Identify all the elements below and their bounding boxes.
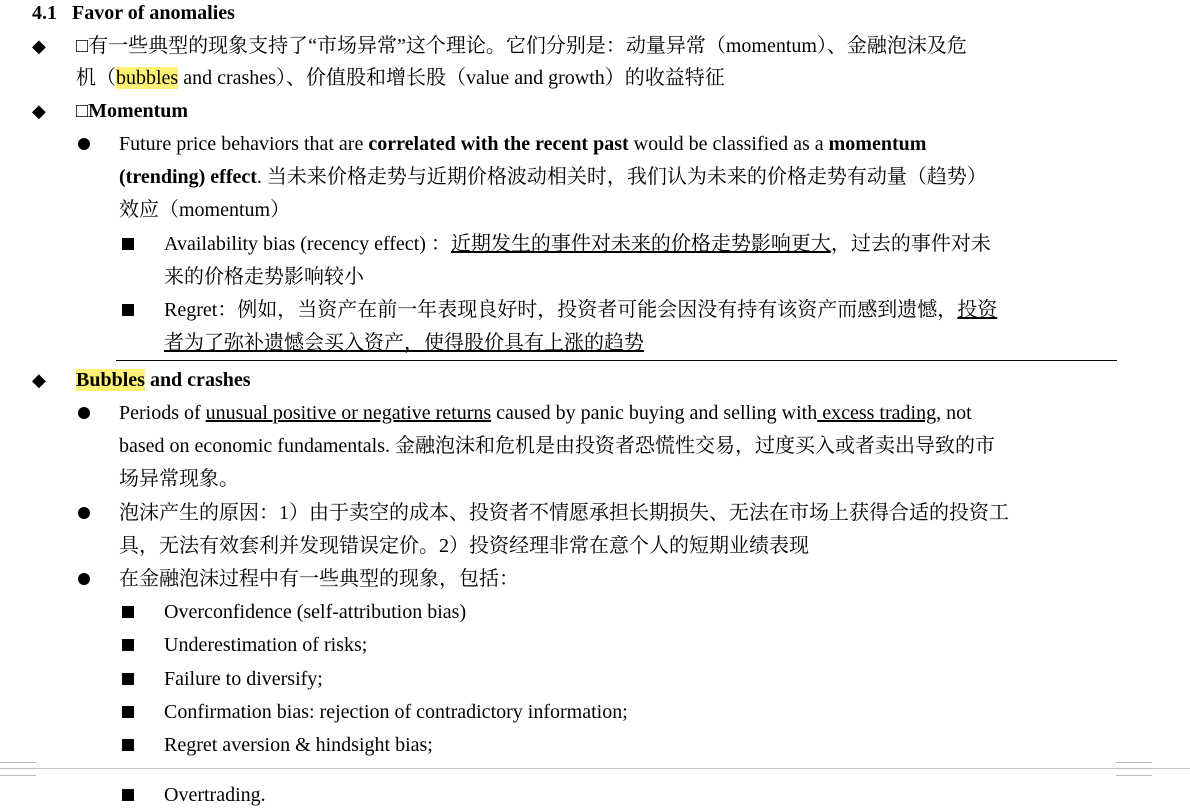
round-bullet-icon — [78, 573, 90, 585]
list-item: Overtrading. — [164, 784, 266, 806]
diamond-bullet-icon: ◆ — [32, 101, 46, 121]
page-break-left-marker — [0, 762, 36, 776]
bubbles-item2-line2: 具，无法有效套利并发现错误定价。2）投资经理非常在意个人的短期业绩表现 — [119, 535, 809, 557]
regret-line2: 者为了弥补遗憾会买入资产，使得股价具有上涨的趋势 — [164, 332, 644, 354]
round-bullet-icon — [78, 138, 90, 150]
highlight-bubbles-title: Bubbles — [76, 369, 145, 391]
bubbles-title: Bubbles and crashes — [76, 369, 251, 391]
round-bullet-icon — [78, 507, 90, 519]
square-bullet-icon — [122, 789, 134, 801]
bubbles-item2-line1: 泡沫产生的原因：1）由于卖空的成本、投资者不情愿承担长期损失、无法在市场上获得合适的投资工 — [119, 502, 1009, 524]
diamond-bullet-icon: ◆ — [32, 36, 46, 56]
list-item: Regret aversion & hindsight bias; — [164, 734, 433, 756]
bubbles-item1-line1: Periods of unusual positive or negative returns caused by panic buying and selling with excess trading, not — [119, 402, 972, 424]
square-bullet-icon — [122, 706, 134, 718]
highlight-bubbles: bubbles — [116, 67, 179, 89]
square-bullet-icon — [122, 673, 134, 685]
section-title: Favor of anomalies — [72, 2, 235, 24]
section-heading — [32, 1, 235, 25]
momentum-item1-line3: 效应（momentum） — [119, 199, 291, 221]
round-bullet-icon — [78, 407, 90, 419]
list-item: Confirmation bias: rejection of contradictory information; — [164, 701, 628, 723]
availability-bias-line1: Availability bias (recency effect) ：近期发生的事件对未来的价格走势影响更大，过去的事件对未 — [164, 233, 991, 255]
list-item: Underestimation of risks; — [164, 634, 368, 656]
square-bullet-icon — [122, 238, 134, 250]
page-break-line — [0, 768, 1190, 769]
list-item: Failure to diversify; — [164, 668, 323, 690]
section-number: 4.1 — [32, 2, 57, 24]
square-bullet-icon — [122, 304, 134, 316]
availability-bias-line2: 来的价格走势影响较小 — [164, 266, 364, 288]
bubbles-item1-line3: 场异常现象。 — [119, 468, 239, 490]
square-bullet-icon — [122, 606, 134, 618]
list-item: Overconfidence (self-attribution bias) — [164, 601, 467, 623]
paragraph-anomalies-line2: 机（bubbles and crashes）、价值股和增长股（value and growth）的收益特征 — [76, 67, 725, 89]
bubbles-item3-line1: 在金融泡沫过程中有一些典型的现象，包括： — [119, 568, 519, 590]
square-bullet-icon — [122, 639, 134, 651]
page-break-right-marker — [1116, 762, 1152, 776]
diamond-bullet-icon: ◆ — [32, 370, 46, 390]
paragraph-anomalies-line1: □有一些典型的现象支持了“市场异常”这个理论。它们分别是：动量异常（momentum）、金融泡沫及危 — [76, 35, 967, 57]
momentum-item1-line2: (trending) effect. 当未来价格走势与近期价格波动相关时，我们认为未来的价格走势有动量（趋势） — [119, 166, 987, 188]
square-bullet-icon — [122, 739, 134, 751]
momentum-item1-line1: Future price behaviors that are correlated with the recent past would be classified as a momentum — [119, 133, 927, 155]
momentum-title: □Momentum — [76, 100, 189, 122]
horizontal-rule — [116, 360, 1117, 361]
bubbles-item1-line2: based on economic fundamentals. 金融泡沫和危机是由投资者恐慌性交易，过度买入或者卖出导致的市 — [119, 435, 996, 457]
regret-line1: Regret：例如，当资产在前一年表现良好时，投资者可能会因没有持有该资产而感到遗憾，投资 — [164, 299, 998, 321]
